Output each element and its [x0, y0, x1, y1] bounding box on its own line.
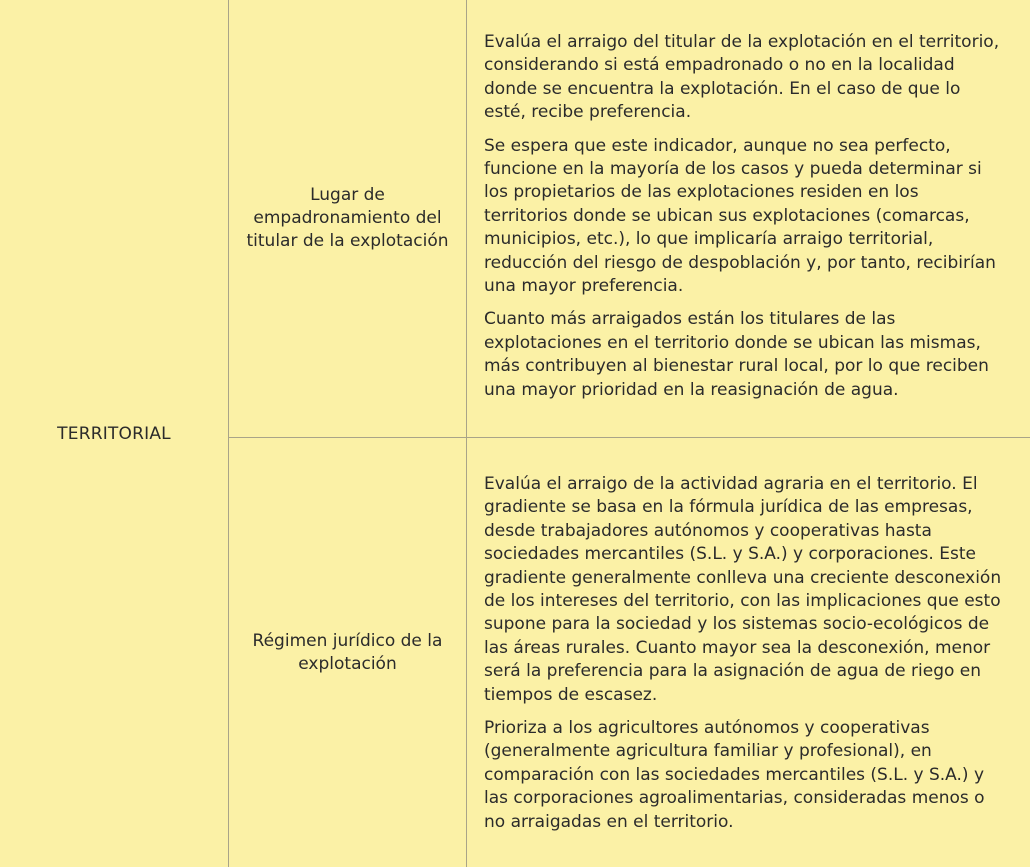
indicator-cell	[229, 0, 466, 437]
description-paragraph: Evalúa el arraigo del titular de la explotación en el territorio, considerando si está empadronado o no en la localidad donde se encuentra la explotación. En el caso de que lo esté, recibe preferencia.	[484, 32, 1000, 123]
description-cell	[484, 473, 1006, 844]
description-paragraph: Se espera que este indicador, aunque no sea perfecto, funcione en la mayoría de los casos y pueda determinar si los propietarios de las explotaciones residen en los territorios donde se ubican sus explotaciones (comarcas, municipios, etc.), lo que implicaría arraigo territorial, reducción del riesgo de despoblación y, por tanto, recibirían una mayor preferencia.	[484, 135, 996, 297]
indicator-label: Régimen jurídico de la explotación	[252, 630, 443, 674]
description-paragraph: Cuanto más arraigados están los titulares de las explotaciones en el territorio donde se ubican las mismas, más contribuyen al bienestar rural local, por lo que reciben una mayor prioridad en la reasignación de agua.	[484, 309, 989, 400]
indicator-label: Lugar de empadronamiento del titular de la explotación	[246, 185, 449, 251]
description-paragraph: Prioriza a los agricultores autónomos y cooperativas (generalmente agricultura familiar y profesional), en comparación con las sociedades mercantiles (S.L. y S.A.) y las corporaciones agroalimentarias, consideradas menos o no arraigadas en el territorio.	[484, 718, 985, 832]
description-paragraph: Evalúa el arraigo de la actividad agraria en el territorio. El gradiente se basa en la fórmula jurídica de las empresas, desde trabajadores autónomos y cooperativas hasta sociedades mercantiles (S.L. y S.A.) y corporaciones. Este gradiente generalmente conlleva una creciente desconexión de los intereses del territorio, con las implicaciones que esto supone para la sociedad y los sistemas socio-ecológicos de las áreas rurales. Cuanto mayor sea la desconexión, menor será la preferencia para la asignación de agua de riego en tiempos de escasez.	[484, 474, 1002, 705]
category-label: TERRITORIAL	[57, 423, 171, 444]
indicator-cell	[229, 438, 466, 867]
column-divider	[466, 0, 467, 867]
description-cell	[484, 31, 1006, 412]
category-cell	[0, 0, 228, 867]
